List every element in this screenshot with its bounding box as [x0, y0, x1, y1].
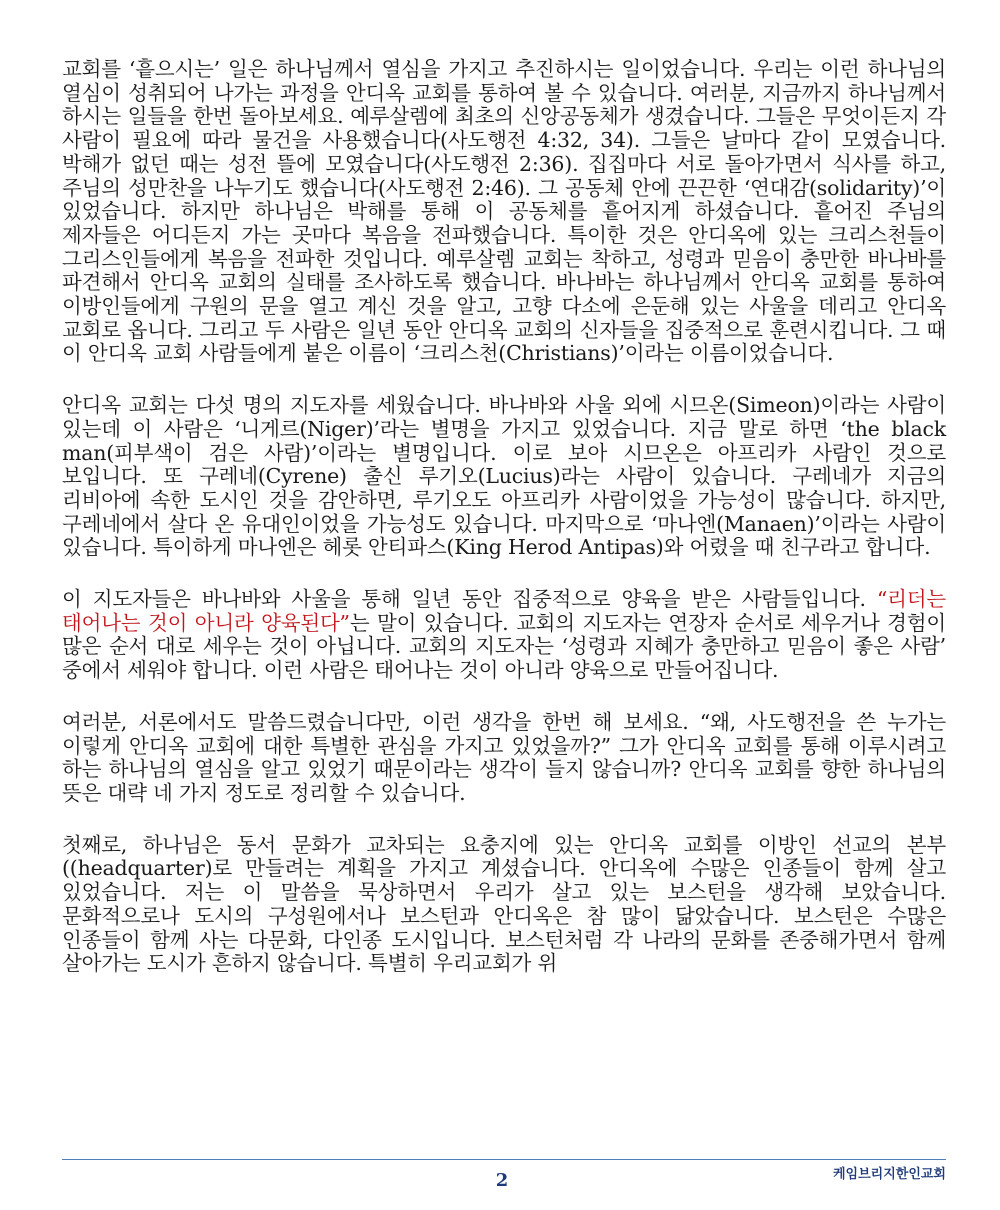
footer-rule [62, 1159, 946, 1160]
paragraph-3 [62, 588, 946, 683]
paragraph-5: 첫째로, 하나님은 동서 문화가 교차되는 요충지에 있는 안디옥 교회를 이방인 선교의 본부((headquarter)로 만들려는 계획을 가지고 계셨습니다. 안디옥에 수많은 인종들이 함께 살고 있었습니다. 저는 이 말씀을 묵상하면서 우리가 살고 있는 보스턴을 생각해 보았습니다. 문화적으로나 도시의 구성원에서나 보스턴과 안디옥은 참 많이 닮았습니다. 보스턴은 수많은 인종들이 함께 사는 다문화, 다인종 도시입니다. 보스턴처럼 각 나라의 문화를 존중해가면서 함께 살아가는 도시가 흔하지 않습니다. 특별히 우리교회가 위 [62, 832, 946, 976]
leadership-quote: “리더는 태어나는 것이 아니라 양육된다” [62, 587, 946, 635]
paragraph-4: 여러분, 서론에서도 말씀드렸습니다만, 이런 생각을 한번 해 보세요. “왜, 사도행전을 쓴 누가는 이렇게 안디옥 교회에 대한 특별한 관심을 가지고 있었을까?” 그가 안디옥 교회를 통해 이루시려고 하는 하나님의 열심을 알고 있었기 때문이라는 생각이 들지 않습니까? 안디옥 교회를 향한 하나님의 뜻은 대략 네 가지 정도로 정리할 수 있습니다. [62, 709, 946, 805]
paragraph-1: 교회를 ‘흩으시는’ 일은 하나님께서 열심을 가지고 추진하시는 일이었습니다. 우리는 이런 하나님의 열심이 성취되어 나가는 과정을 안디옥 교회를 통하여 볼 수 있습니다. 여러분, 지금까지 하나님께서 하시는 일들을 한번 돌아보세요. 예루살렘에 최초의 신앙공동체가 생겼습니다. 그들은 무엇이든지 각 사람이 필요에 따라 물건을 사용했습니다(사도행전 4:32, 34). 그들은 날마다 같이 모였습니다. 박해가 없던 때는 성전 뜰에 모였습니다(사도행전 2:36). 집집마다 서로 돌아가면서 식사를 하고, 주님의 성만찬을 나누기도 했습니다(사도행전 2:46). 그 공동체 안에 끈끈한 ‘연대감(solidarity)’이 있었습니다. 하지만 하나님은 박해를 통해 이 공동체를 흩어지게 하셨습니다. 흩어진 주님의 제자들은 어디든지 가는 곳마다 복음을 전파했습니다. 특이한 것은 안디옥에 있는 크리스천들이 그리스인들에게 복음을 전파한 것입니다. 예루살렘 교회는 착하고, 성령과 믿음이 충만한 바나바를 파견해서 안디옥 교회의 실태를 조사하도록 했습니다. 바나바는 하나님께서 안디옥 교회를 통하여 이방인들에게 구원의 문을 열고 계신 것을 알고, 고향 다소에 은둔해 있는 사울을 데리고 안디옥 교회로 옵니다. 그리고 두 사람은 일년 동안 안디옥 교회의 신자들을 집중적으로 훈련시킵니다. 그 때 이 안디옥 교회 사람들에게 붙은 이름이 ‘크리스천(Christians)’이라는 이름이었습니다. [62, 57, 946, 366]
church-name: 케임브리지한인교회 [832, 1167, 946, 1182]
page-body [62, 58, 946, 1004]
page-number: 2 [495, 1170, 509, 1191]
paragraph-3-intro: 이 지도자들은 바나바와 사울을 통해 일년 동안 집중적으로 양육을 받은 사람들입니다. [62, 587, 877, 612]
paragraph-3-rest: 는 말이 있습니다. 교회의 지도자는 연장자 순서로 세우거나 경험이 많은 순서 대로 세우는 것이 아닙니다. 교회의 지도자는 ‘성령과 지혜가 충만하고 믿음이 좋은 사람’ 중에서 세워야 합니다. 이런 사람은 태어나는 것이 아니라 양육으로 만들어집니다. [62, 610, 946, 683]
paragraph-2: 안디옥 교회는 다섯 명의 지도자를 세웠습니다. 바나바와 사울 외에 시므온(Simeon)이라는 사람이 있는데 이 사람은 ‘니게르(Niger)’라는 별명을 가지고 있었습니다. 지금 말로 하면 ‘the black man(피부색이 검은 사람)’이라는 별명입니다. 이로 보아 시므온은 아프리카 사람인 것으로 보입니다. 또 구레네(Cyrene) 출신 루기오(Lucius)라는 사람이 있습니다. 구레네가 지금의 리비아에 속한 도시인 것을 감안하면, 루기오도 아프리카 사람이었을 가능성이 많습니다. 하지만, 구레네에서 살다 온 유대인이었을 가능성도 있습니다. 마지막으로 ‘마나엔(Manaen)’이라는 사람이 있습니다. 특이하게 마나엔은 헤롯 안티파스(King Herod Antipas)와 어렸을 때 친구라고 합니다. [62, 393, 946, 560]
